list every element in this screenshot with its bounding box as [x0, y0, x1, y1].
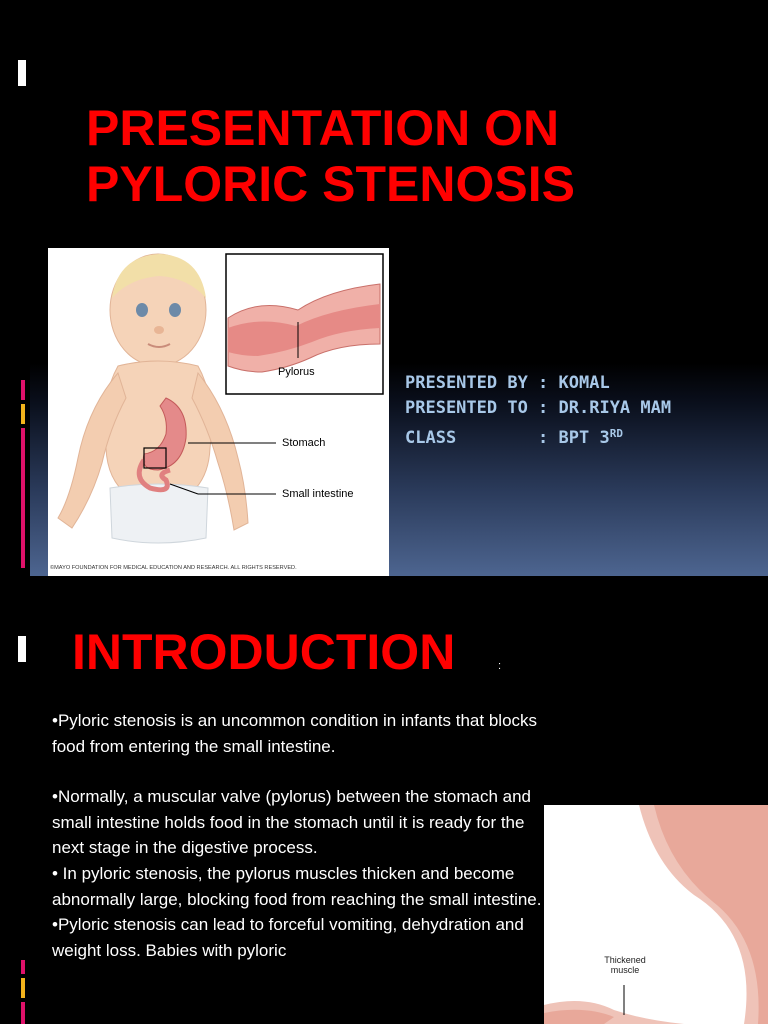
introduction-body: [52, 708, 542, 963]
bullet-paragraph: •Pyloric stenosis is an uncommon condition in infants that blocks food from entering the small intestine.: [52, 711, 538, 756]
bullet-paragraph: •Normally, a muscular valve (pylorus) between the stomach and small intestine holds food in the stomach until it is ready for the next stage in the digestive process.: [52, 787, 532, 858]
edge-mark: [21, 428, 25, 568]
thickened-muscle-label: Thickened muscle: [604, 955, 646, 975]
small-intestine-label: Small intestine: [282, 488, 354, 500]
presented-by-line: PRESENTED BY : KOMAL: [405, 373, 610, 393]
pylorus-label: Pylorus: [278, 366, 315, 378]
stomach-label: Stomach: [282, 437, 326, 449]
copyright-text: ©MAYO FOUNDATION FOR MEDICAL EDUCATION AND RESEARCH. ALL RIGHTS RESERVED.: [50, 565, 297, 571]
thickened-muscle-illustration: [544, 805, 768, 1024]
edge-mark: [18, 636, 26, 662]
class-line: CLASS : BPT 3RD: [405, 427, 623, 448]
presentation-title: PRESENTATION ON PYLORIC STENOSIS: [86, 100, 575, 212]
introduction-heading: INTRODUCTION: [72, 624, 456, 680]
infant-anatomy-drawing: [48, 248, 389, 576]
presenter-info: [405, 371, 671, 451]
edge-mark: [21, 978, 25, 998]
edge-mark: [21, 960, 25, 974]
stomach-drawing: [544, 805, 768, 1024]
bullet-paragraph: • In pyloric stenosis, the pylorus muscles thicken and become abnormally large, blocking food from reaching the small intestine.: [52, 863, 542, 909]
edge-mark: [21, 404, 25, 424]
edge-mark: [21, 380, 25, 400]
edge-mark: [21, 1002, 25, 1024]
infant-anatomy-illustration: [48, 248, 389, 576]
bullet-paragraph: •Pyloric stenosis can lead to forceful vomiting, dehydration and weight loss. Babies with pyloric: [52, 915, 524, 960]
presented-to-line: PRESENTED TO : DR.RIYA MAM: [405, 398, 672, 418]
edge-mark: [18, 60, 26, 86]
heading-colon: :: [498, 660, 502, 672]
